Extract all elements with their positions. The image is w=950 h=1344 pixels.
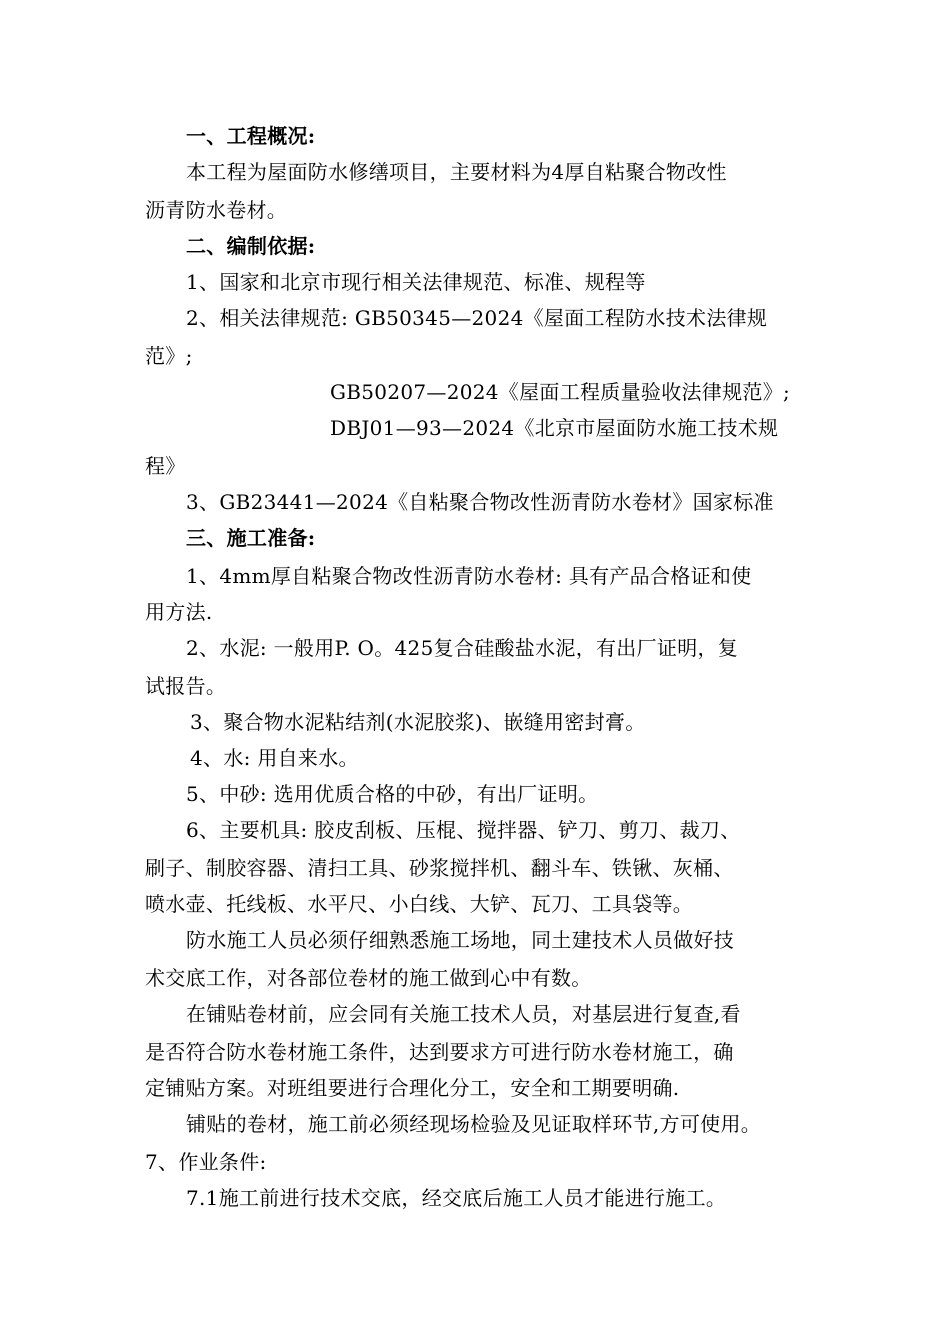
list-item: 2、相关法律规范: GB50345—2024《屋面工程防水技术法律规 [186,306,768,330]
list-item: 7.1施工前进行技术交底，经交底后施工人员才能进行施工。 [186,1186,727,1210]
paragraph-line: 用方法. [145,600,213,624]
section-heading-preparation: 三、施工准备: [186,526,316,550]
paragraph-line: 程》 [145,454,186,478]
list-item: 3、聚合物水泥粘结剂(水泥胶浆)、嵌缝用密封膏。 [190,710,646,734]
list-item: 5、中砂: 选用优质合格的中砂，有出厂证明。 [186,782,599,806]
paragraph-line: 在铺贴卷材前，应会同有关施工技术人员，对基层进行复查,看 [186,1002,741,1026]
paragraph-line: 喷水壶、托线板、水平尺、小白线、大铲、瓦刀、工具袋等。 [145,892,694,916]
list-item: 4、水: 用自来水。 [190,746,359,770]
list-item: 2、水泥: 一般用P. O。425复合硅酸盐水泥，有出厂证明，复 [186,636,739,660]
section-heading-conditions: 7、作业条件: [145,1150,267,1174]
paragraph-line: 防水施工人员必须仔细熟悉施工场地，同土建技术人员做好技 [186,928,735,952]
paragraph-line: 刷子、制胶容器、清扫工具、砂浆搅拌机、翻斗车、铁锹、灰桶、 [145,856,734,880]
paragraph-line: 试报告。 [145,674,227,698]
list-item: GB50207—2024《屋面工程质量验收法律规范》; [330,380,791,404]
list-item: 1、国家和北京市现行相关法律规范、标准、规程等 [186,270,646,294]
section-heading-basis: 二、编制依据: [186,234,316,258]
paragraph-line: 范》; [145,344,193,368]
paragraph-line: 铺贴的卷材，施工前必须经现场检验及见证取样环节,方可使用。 [186,1112,762,1136]
paragraph-line: 定铺贴方案。对班组要进行合理化分工，安全和工期要明确. [145,1076,680,1100]
paragraph-line: 本工程为屋面防水修缮项目，主要材料为4厚自粘聚合物改性 [186,160,727,184]
list-item: DBJ01—93—2024《北京市屋面防水施工技术规 [330,416,779,440]
section-heading-overview: 一、工程概况: [186,124,316,148]
paragraph-line: 术交底工作，对各部位卷材的施工做到心中有数。 [145,966,592,990]
list-item: 1、4mm厚自粘聚合物改性沥青防水卷材: 具有产品合格证和使 [186,564,752,588]
list-item: 3、GB23441—2024《自粘聚合物改性沥青防水卷材》国家标准 [186,490,774,514]
paragraph-line: 是否符合防水卷材施工条件，达到要求方可进行防水卷材施工，确 [145,1040,734,1064]
paragraph-line: 沥青防水卷材。 [145,198,288,222]
list-item: 6、主要机具: 胶皮刮板、压棍、搅拌器、铲刀、剪刀、裁刀、 [186,818,741,842]
